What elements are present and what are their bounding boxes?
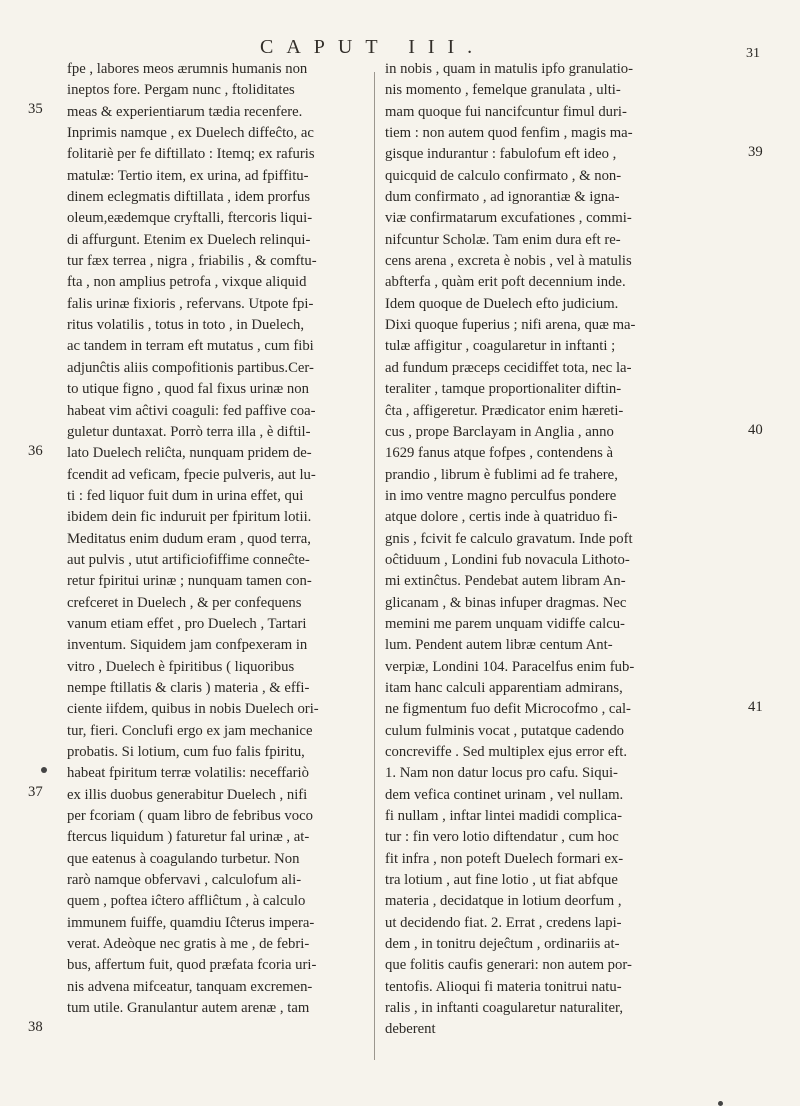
page-number: 31: [746, 46, 760, 61]
text-line: fta , non amplius petrofa , vixque aliquid: [67, 274, 307, 291]
text-line: inventum. Siquidem jam confpexeram in: [67, 637, 308, 654]
text-line: fi nullam , inftar lintei madidi complica-: [385, 808, 622, 825]
text-line: viæ confirmatarum excufationes , commi-: [385, 210, 632, 227]
text-line: ftercus liquidum ) faturetur fal urinæ , at-: [67, 829, 310, 846]
margin-number-left: 37: [28, 784, 43, 800]
text-line: que eatenus à coagulando turbetur. Non: [67, 850, 300, 867]
text-line: meas & experientiarum tædia recenfere.: [67, 103, 303, 120]
text-line: mam quoque fui nancifcuntur fimul duri-: [385, 103, 627, 120]
text-line: crefceret in Duelech , & per confequens: [67, 594, 302, 611]
text-line: probatis. Si lotium, cum fuo falis fpiritu,: [67, 744, 305, 760]
text-line: dem vefica continet urinam , vel nullam.: [385, 786, 624, 803]
column-divider: [374, 72, 375, 1060]
text-line: nempe ftillatis & claris ) materia , & effi-: [67, 679, 310, 696]
text-line: 1. Nam non datur locus pro cafu. Siqui-: [385, 765, 618, 782]
text-line: tentofis. Alioqui fi materia tonitrui natu-: [385, 978, 622, 995]
text-line: tur fæx terrea , nigra , friabilis , & comftu-: [67, 253, 317, 270]
text-line: materia , decidatque in lotium deorfum ,: [385, 893, 622, 910]
text-line: cens arena , excreta è nobis , vel à matulis: [385, 253, 632, 270]
text-line: ritus volatilis , totus in toto , in Duelech,: [67, 317, 305, 334]
text-line: concreviffe . Sed multiplex ejus error eft.: [385, 744, 627, 760]
text-line: folitariè per fe diftillato : Itemq; ex rafuris: [67, 146, 315, 163]
margin-number-right: 39: [748, 144, 763, 160]
text-line: vanum etiam effet , pro Duelech , Tartari: [67, 615, 307, 632]
text-line: glicanam , & binas infuper dragmas. Nec: [385, 594, 627, 611]
text-line: atque dolore , certis inde à quatriduo fi-: [385, 509, 618, 526]
text-line: Inprimis namque , ex Duelech diffeĉto, ac: [67, 125, 314, 142]
text-line: adjunĉtis aliis compofitionis partibus.Cer-: [67, 359, 314, 376]
text-line: memini me parem unquam vidiffe calcu-: [385, 615, 625, 632]
text-line: bus, affertum fuit, quod præfata fcoria uri-: [67, 957, 317, 974]
text-line: ac tandem in terram eft mutatus , cum fibi: [67, 338, 314, 355]
text-line: dinem eclegmatis diftillata , idem prorfus: [67, 189, 311, 206]
text-line: Idem quoque de Duelech efto judicium.: [385, 295, 619, 312]
text-line: quem , poftea iĉtero affliĉtum , à calculo: [67, 893, 306, 910]
text-line: abfterfa , quàm erit poft decennium inde.: [385, 274, 626, 291]
text-line: mi extinĉtus. Pendebat autem libram An-: [385, 573, 626, 590]
text-line: dem , in tonitru dejeĉtum , ordinariis at-: [385, 936, 620, 953]
text-line: ciente iifdem, quibus in nobis Duelech ori-: [67, 701, 319, 718]
text-line: tiem : non autem quod fenfim , magis ma-: [385, 125, 633, 142]
text-line: tur : fin vero lotio diftendatur , cum hoc: [385, 829, 619, 846]
text-line: gisque indurantur : fabulofum eft ideo ,: [385, 146, 617, 163]
text-line: guletur duntaxat. Porrò terra illa , è diftil-: [67, 423, 311, 440]
text-line: lato Duelech reliĉta, nunquam pridem de-: [67, 445, 312, 462]
left-text-column: [67, 59, 367, 1019]
text-line: per fcoriam ( quam libro de febribus voco: [67, 808, 313, 825]
text-line: cus , prope Barclayam in Anglia , anno: [385, 423, 614, 440]
text-line: ex illis duobus generabitur Duelech , nifi: [67, 786, 308, 803]
text-line: nis advena mifceatur, tanquam excremen-: [67, 978, 313, 995]
text-line: fpe , labores meos ærumnis humanis non: [67, 61, 308, 77]
text-line: ĉta , affigeretur. Prædicator enim hæreti-: [385, 402, 624, 419]
text-line: oleum,eædemque cryftalli, ftercoris liqui-: [67, 210, 313, 227]
ink-mark: [41, 767, 47, 773]
text-line: culum fulminis vocat , putatque cadendo: [385, 722, 625, 739]
text-line: retur fpiritui urinæ ; nunquam tamen con-: [67, 573, 312, 590]
text-line: falis urinæ fixioris , refervans. Utpote fpi-: [67, 295, 314, 312]
text-line: deberent: [385, 1021, 436, 1038]
text-line: prandio , librum è fublimi ad fe trahere,: [385, 466, 618, 483]
text-line: ti : fed liquor fuit dum in urina effet, qui: [67, 487, 304, 504]
margin-number-left: 35: [28, 101, 43, 117]
text-line: Dixi quoque fuperius ; nifi arena, quæ ma-: [385, 317, 636, 334]
text-line: lum. Pendent autem libræ centum Ant-: [385, 637, 613, 654]
text-line: di affurgunt. Etenim ex Duelech relinqui-: [67, 231, 311, 248]
text-line: oĉtiduum , Londini fub novacula Lithoto-: [385, 551, 630, 568]
text-line: ut decidendo fiat. 2. Errat , credens lapi-: [385, 914, 622, 931]
text-line: tra lotium , aut fine lotio , ut fiat abfque: [385, 872, 618, 889]
text-line: verat. Adeòque nec gratis à me , de febri-: [67, 936, 310, 953]
running-title: CAPUT III.: [260, 36, 486, 58]
text-line: tulæ affigitur , coagularetur in inftanti ;: [385, 338, 616, 355]
text-line: immunem fuiffe, quamdiu Iĉterus impera-: [67, 914, 315, 931]
text-line: Meditatus enim dudum eram , quod terra,: [67, 530, 311, 547]
margin-number-right: 40: [748, 422, 763, 438]
text-line: to utique figno , quod fal fixus urinæ non: [67, 381, 309, 398]
text-line: ralis , in inftanti coagularetur naturaliter,: [385, 1000, 623, 1017]
text-line: habeat fpiritum terræ volatilis: neceffariò: [67, 765, 309, 782]
text-line: 1629 fanus atque fofpes , contendens à: [385, 445, 613, 462]
text-line: nifcuntur Scholæ. Tam enim dura eft re-: [385, 231, 621, 248]
text-line: ineptos fore. Pergam nunc , ftoliditates: [67, 82, 295, 99]
text-line: dum confirmato , ad ignorantiæ & igna-: [385, 189, 620, 206]
text-line: fit infra , non poteft Duelech formari ex-: [385, 850, 624, 867]
text-line: matulæ: Tertio item, ex urina, ad fpiffitu-: [67, 167, 309, 184]
text-line: tur, fieri. Conclufi ergo ex jam mechanice: [67, 722, 313, 739]
margin-number-left: 38: [28, 1019, 43, 1035]
text-line: aut pulvis , utut artificiofiffime conneĉte-: [67, 551, 310, 568]
text-line: in nobis , quam in matulis ipfo granulatio-: [385, 61, 634, 77]
text-line: rarò namque obfervavi , calculofum ali-: [67, 872, 302, 889]
text-line: habeat vim aĉtivi coaguli: fed paffive coa-: [67, 402, 316, 419]
text-line: que folitis caufis generari: non autem por-: [385, 957, 632, 974]
text-line: ne figmentum fuo defit Microcofmo , cal-: [385, 701, 631, 718]
text-line: teraliter , tamque proportionaliter diftin-: [385, 381, 622, 398]
text-line: in imo ventre magno perculfus pondere: [385, 487, 617, 504]
text-line: verpiæ, Londini 104. Paracelfus enim fub-: [385, 658, 635, 675]
text-line: quicquid de calculo confirmato , & non-: [385, 167, 622, 184]
text-line: gnis , fcivit fe calculo gravatum. Inde poft: [385, 530, 633, 547]
text-line: ad fundum præceps cecidiffet tota, nec la-: [385, 359, 632, 376]
right-text-column: [385, 59, 727, 1041]
text-line: tum utile. Granulantur autem arenæ , tam: [67, 1000, 310, 1017]
text-line: itam hanc calculi apparentiam admirans,: [385, 679, 623, 696]
text-line: ibidem dein fic induruit per fpiritum lotii.: [67, 509, 312, 526]
margin-number-left: 36: [28, 443, 43, 459]
text-line: vitro , Duelech è fpiritibus ( liquoribus: [67, 658, 295, 675]
ink-mark: [718, 1101, 723, 1106]
margin-number-right: 41: [748, 699, 763, 715]
text-line: fcendit ad veficam, fpecie pulveris, aut lu-: [67, 466, 316, 483]
text-line: nis momento , femelque granulata , ulti-: [385, 82, 621, 99]
